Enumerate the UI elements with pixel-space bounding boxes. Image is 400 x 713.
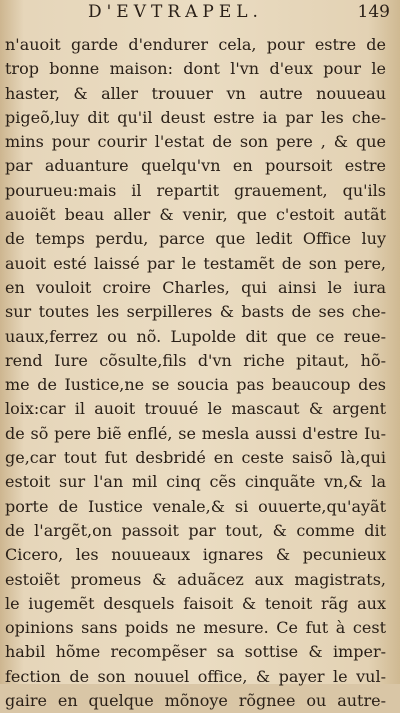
text-line: gaire en quelque mõnoye rõgnee ou autre- [5,691,386,711]
text-line: sur toutes les serpilleres & basts de ses che- [5,302,386,322]
text-line: pourueu:mais il repartit grauement, qu'ils [5,180,386,200]
running-head [0,0,400,26]
body-text [0,33,400,713]
running-title: D'EVTRAPEL. [88,2,263,22]
text-line: porte de Iustice venale,& si ouuerte,qu'ayãt [5,496,386,516]
text-line: de sõ pere biẽ enflé, se mesla aussi d'estre Iu- [5,423,386,443]
text-line: auoit esté laissé par le testamẽt de son pere, [5,253,386,273]
text-line: le iugemẽt desquels faisoit & tenoit rãg aux [5,593,386,613]
text-line: loix:car il auoit trouué le mascaut & argent [5,399,386,419]
text-line: ge,car tout fut desbridé en ceste saisõ là,qui [5,448,386,468]
text-line: rend Iure cõsulte,fils d'vn riche pitaut, hõ- [5,350,386,370]
text-line: mins pour courir l'estat de son pere , & que [5,132,386,152]
text-line: n'auoit garde d'endurer cela, pour estre de [5,35,386,54]
text-line: me de Iustice,ne se soucia pas beaucoup des [5,375,386,395]
page-number: 149 [357,2,390,22]
text-line: de l'argẽt,on passoit par tout, & comme dit [5,520,386,540]
text-line: par aduanture quelqu'vn en poursoit estre [5,156,386,176]
text-line: opinions sans poids ne mesure. Ce fut à cest [5,618,386,638]
text-line: en vouloit croire Charles, qui ainsi le iura [5,277,386,297]
text-line: estoiẽt promeus & aduãcez aux magistrats, [5,569,386,589]
text-line: pigeõ,luy dit qu'il deust estre ia par les che- [5,107,386,127]
text-line: de temps perdu, parce que ledit Office luy [5,229,386,249]
text-line: habil hõme recompẽser sa sottise & imper- [5,642,386,662]
text-line: haster, & aller trouuer vn autre nouueau [5,83,386,103]
text-line: Cicero, les nouueaux ignares & pecunieux [5,545,386,565]
text-line: trop bonne maison: dont l'vn d'eux pour le [5,59,386,79]
text-line: fection de son nouuel office, & payer le vul- [5,666,386,686]
text-line: auoiẽt beau aller & venir, que c'estoit autãt [5,205,386,225]
text-line: uaux,ferrez ou nõ. Lupolde dit que ce reue- [5,326,386,346]
text-line: estoit sur l'an mil cinq cẽs cinquãte vn,& la [5,472,386,492]
